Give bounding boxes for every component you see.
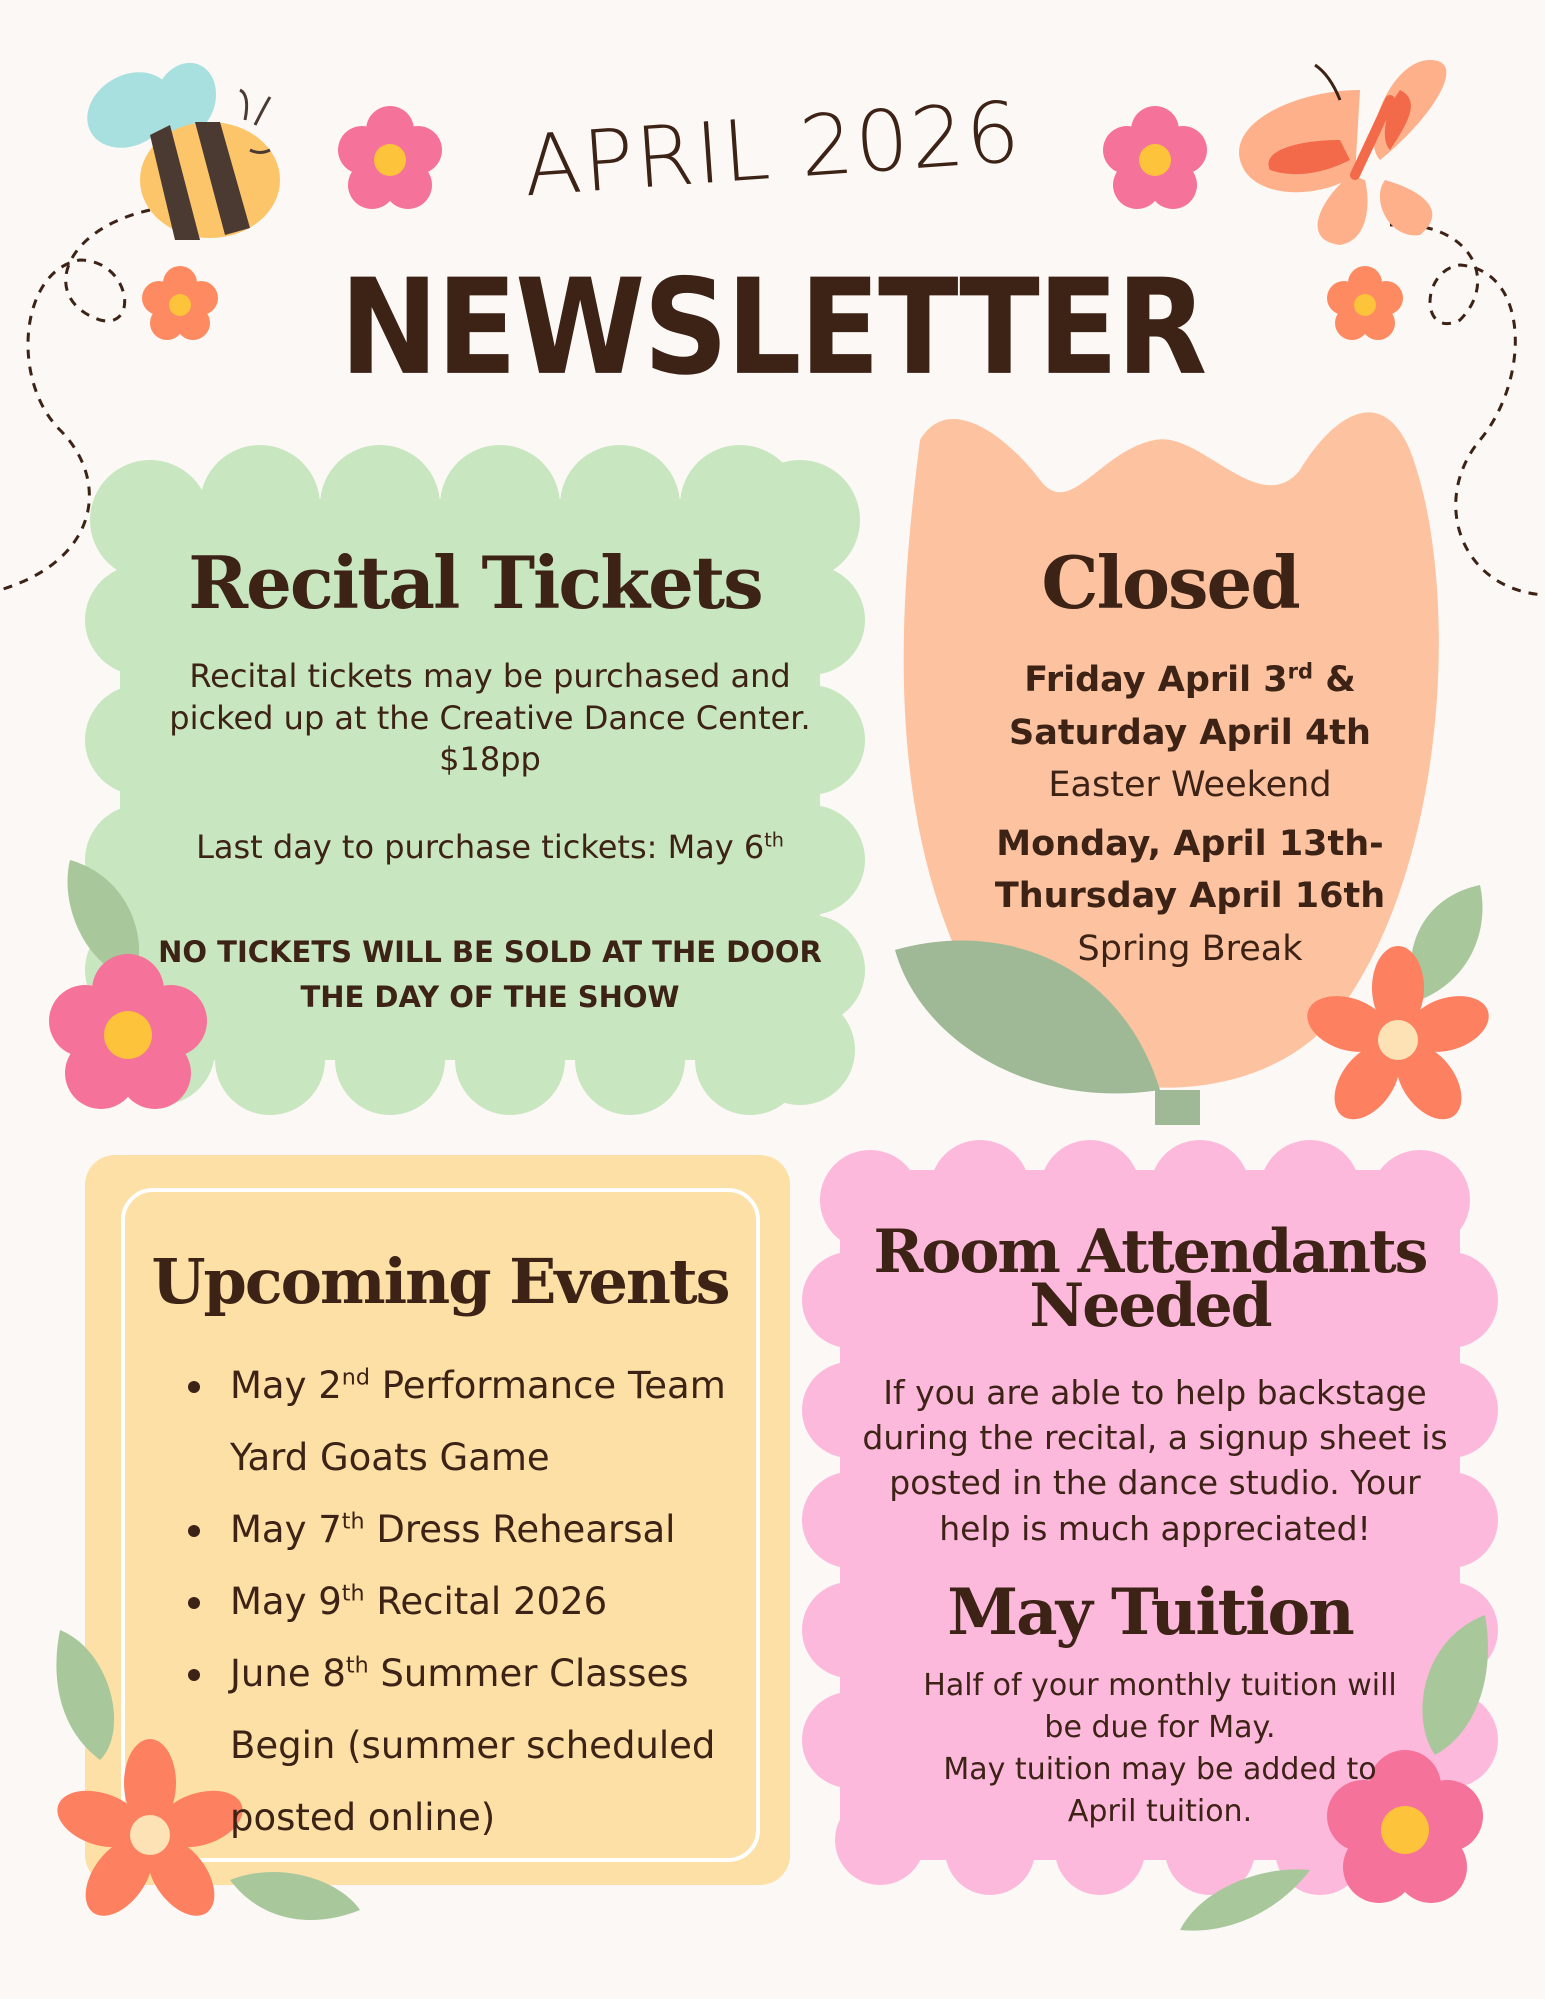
- closed-reason1: Easter Weekend: [1048, 765, 1332, 805]
- page-title: NEWSLETTER: [339, 249, 1206, 405]
- header-month: APRIL 2026: [520, 82, 1025, 216]
- list-item: June 8th Summer Classes Begin (summer scheduled posted online): [180, 1638, 740, 1854]
- recital-body: [140, 656, 840, 868]
- closed-date1: Friday April 3rd &: [1024, 659, 1356, 700]
- closed-date2-line2: Thursday April 16th: [994, 876, 1386, 916]
- list-item: May 9th Recital 2026: [180, 1566, 740, 1638]
- attendants-text: If you are able to help backstage during the recital, a signup sheet is posted in the dance studio. Your help is much appreciated!: [862, 1373, 1448, 1548]
- attendants-title: Room Attendants Needed: [873, 1217, 1427, 1341]
- recital-warning: [140, 930, 840, 1020]
- list-item: May 2nd Performance Team Yard Goats Game: [180, 1350, 740, 1494]
- closed-date1-line2: Saturday April 4th: [1009, 712, 1371, 753]
- closed-title: Closed: [1041, 540, 1299, 625]
- tuition-title: May Tuition: [947, 1575, 1353, 1650]
- closed-date2-line1: Monday, April 13th-: [996, 823, 1384, 864]
- warning-line2: THE DAY OF THE SHOW: [300, 979, 680, 1014]
- warning-line1: NO TICKETS WILL BE SOLD AT THE DOOR: [158, 935, 822, 969]
- recital-line2: picked up at the Creative Dance Center.: [169, 698, 811, 737]
- recital-last-day: Last day to purchase tickets: May 6th: [196, 827, 784, 866]
- tuition-text: Half of your monthly tuition will be due for May. May tuition may be added to April tuition.: [923, 1668, 1397, 1829]
- closed-reason2: Spring Break: [1077, 928, 1303, 969]
- events-title: Upcoming Events: [151, 1245, 729, 1318]
- recital-line1: Recital tickets may be purchased and: [189, 657, 791, 695]
- recital-title: Recital Tickets: [188, 540, 762, 625]
- closed-list: [960, 654, 1420, 975]
- events-list: [180, 1350, 740, 1854]
- recital-price: $18pp: [439, 740, 541, 779]
- list-item: May 7th Dress Rehearsal: [180, 1494, 740, 1566]
